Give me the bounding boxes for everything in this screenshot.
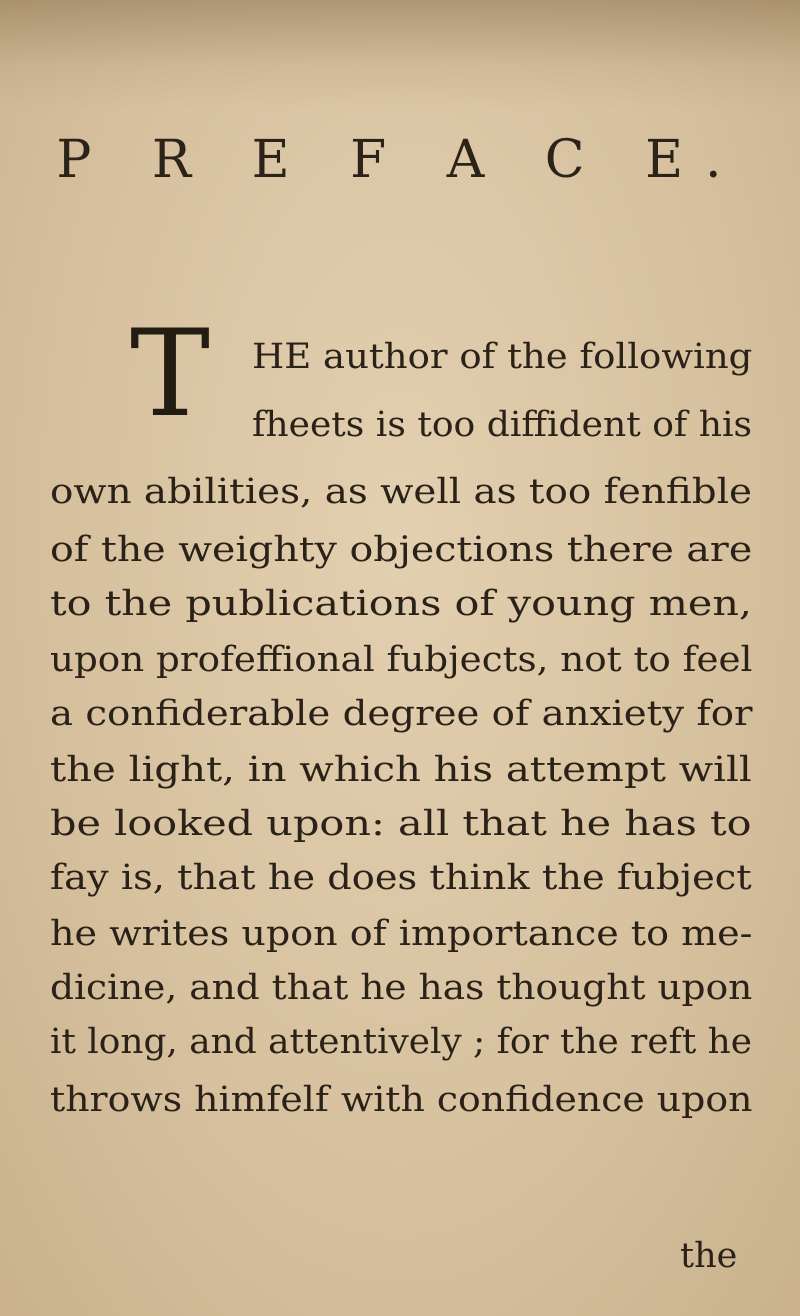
page-stain	[0, 0, 800, 110]
text-line-8: the light, in which his attempt will	[50, 750, 752, 790]
text-line-12: dicine, and that he has thought upon	[50, 968, 753, 1008]
text-line-11: he writes upon of importance to me-	[50, 914, 753, 954]
catchword: the	[680, 1236, 738, 1276]
text-line-13: it long, and attentively ; for the reft he	[50, 1022, 752, 1062]
text-line-7: a confiderable degree of anxiety for	[50, 694, 753, 734]
page-title: P R E F A C E.	[56, 130, 744, 190]
text-line-4: of the weighty objections there are	[50, 530, 753, 570]
text-line-9: be looked upon: all that he has to	[50, 804, 752, 844]
text-line-2: fheets is too diffident of his	[252, 405, 753, 445]
drop-cap: T	[130, 305, 211, 444]
text-line-5: to the publications of young men,	[50, 584, 753, 624]
text-line-14: throws himfelf with confidence upon	[50, 1080, 753, 1120]
text-line-6: upon profeffional fubjects, not to feel	[50, 640, 753, 680]
text-line-1: HE author of the following	[252, 337, 753, 377]
text-line-10: fay is, that he does think the fubject	[50, 858, 752, 898]
text-line-3: own abilities, as well as too fenfible	[50, 472, 753, 512]
